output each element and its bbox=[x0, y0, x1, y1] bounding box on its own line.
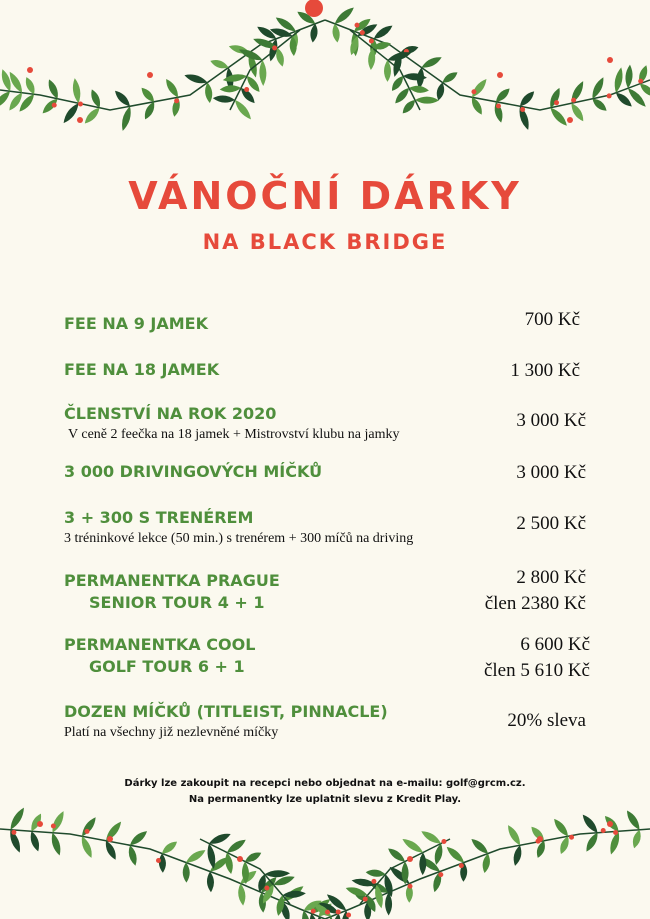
footer-line: Na permanentky lze uplatnit slevu z Kredit Play. bbox=[188, 794, 462, 805]
item-price: 2 500 Kč bbox=[516, 513, 586, 534]
item-price bbox=[484, 632, 590, 684]
item-price-regular: 2 800 Kč bbox=[516, 567, 586, 588]
item-name: 3 + 300 S TRENÉREM bbox=[64, 508, 254, 527]
item-description: V ceně 2 feečka na 18 jamek + Mistrovství klubu na jamky bbox=[68, 427, 400, 442]
garland-top-icon bbox=[0, 0, 650, 140]
item-price: 3 000 Kč bbox=[516, 410, 586, 431]
item-price-member: člen 5 610 Kč bbox=[483, 660, 590, 681]
garland-bottom-icon bbox=[0, 799, 650, 919]
item-price: 1 300 Kč bbox=[510, 360, 580, 381]
item-price: 700 Kč bbox=[524, 309, 580, 330]
item-description: Platí na všechny již nezlevněné míčky bbox=[64, 725, 279, 740]
item-name-line2: SENIOR TOUR 4 + 1 bbox=[89, 593, 265, 612]
item-name: DOZEN MÍČKŮ (TITLEIST, PINNACLE) bbox=[64, 702, 388, 721]
item-name-line1: PERMANENTKA PRAGUE bbox=[64, 571, 280, 590]
item-price bbox=[485, 565, 586, 617]
item-price-regular: 6 600 Kč bbox=[520, 634, 590, 655]
footer-note bbox=[0, 776, 650, 808]
item-name-line1: PERMANENTKA COOL bbox=[64, 635, 256, 654]
item-price-member: člen 2380 Kč bbox=[484, 593, 586, 614]
item-name: FEE NA 9 JAMEK bbox=[64, 314, 208, 333]
item-price: 3 000 Kč bbox=[516, 462, 586, 483]
item-name-line2: GOLF TOUR 6 + 1 bbox=[89, 657, 245, 676]
item-name: FEE NA 18 JAMEK bbox=[64, 360, 220, 379]
item-name: ČLENSTVÍ NA ROK 2020 bbox=[64, 404, 277, 423]
page-title: VÁNOČNÍ DÁRKY bbox=[128, 174, 522, 218]
item-price: 20% sleva bbox=[507, 710, 586, 731]
item-description: 3 tréninkové lekce (50 min.) s trenérem + 300 míčů na driving bbox=[64, 531, 414, 546]
page-subtitle: NA BLACK BRIDGE bbox=[202, 230, 448, 254]
footer-line: Dárky lze zakoupit na recepci nebo objednat na e-mailu: golf@grcm.cz. bbox=[124, 778, 526, 789]
item-name: 3 000 DRIVINGOVÝCH MÍČKŮ bbox=[64, 462, 323, 481]
